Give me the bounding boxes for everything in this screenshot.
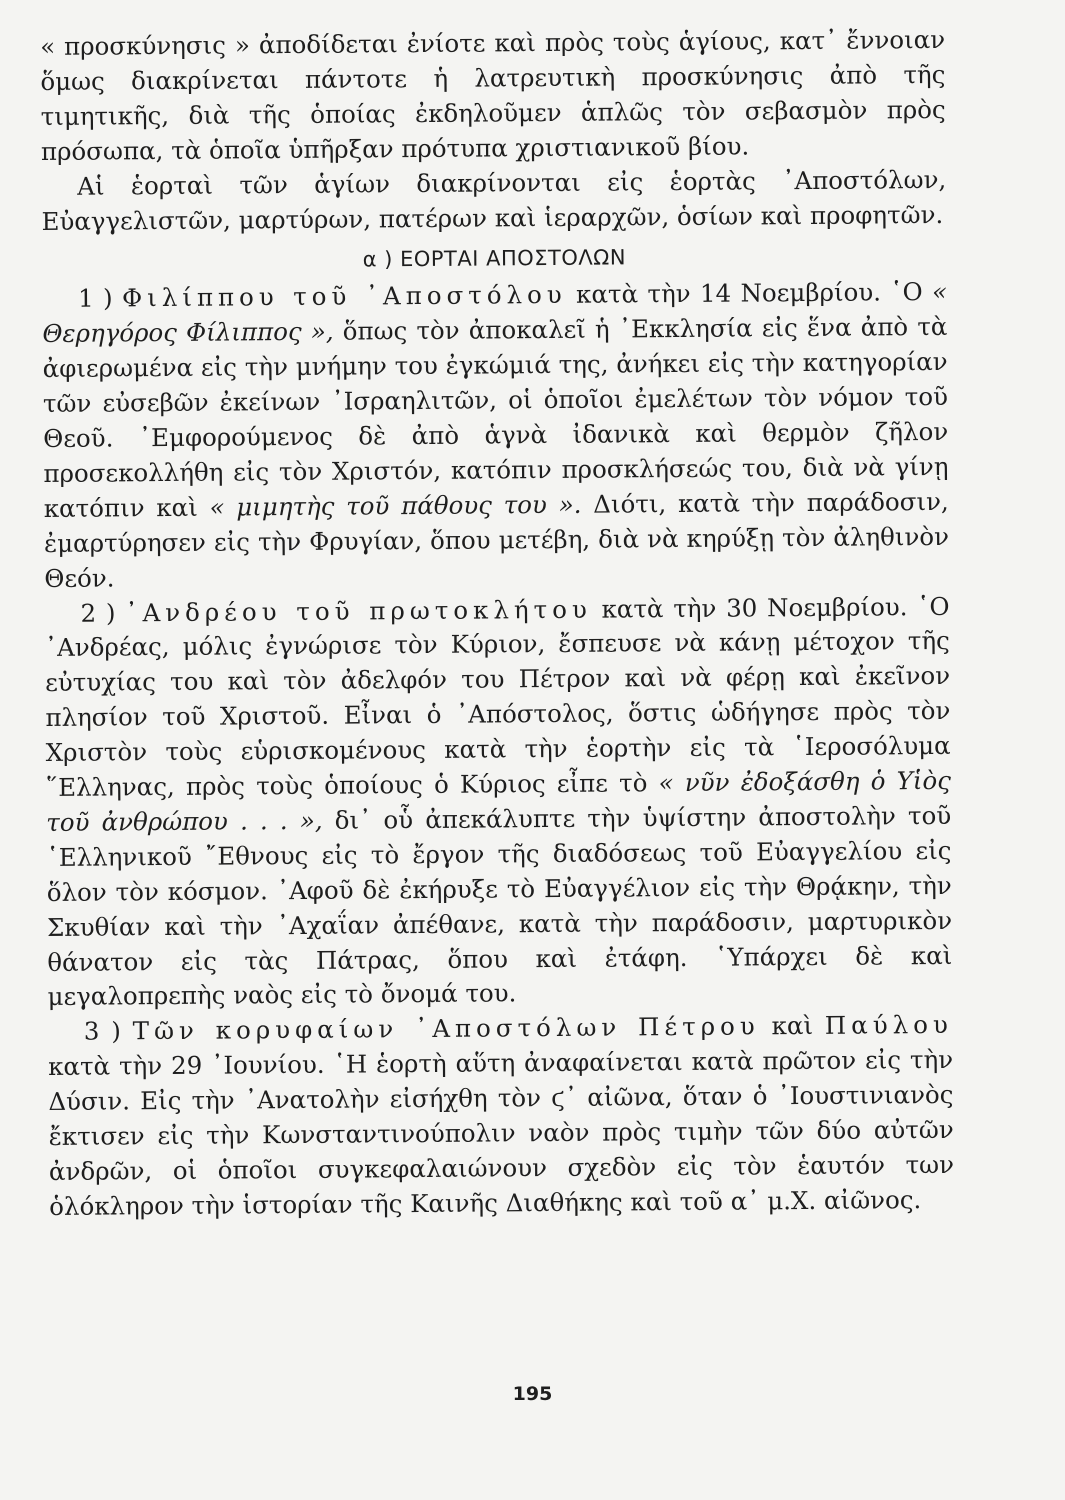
item-text: κατὰ τὴν 29 ᾽Ιουνίου. ῾Η ἑορτὴ αὕτη ἀναφαίνεται κατὰ πρῶτον εἰς τὴν Δύσιν. Εἰς τὴν ᾽Ανατολὴν εἰσήχθη τὸν ϛ᾽ αἰῶνα, ὅταν ὁ ᾽Ιουστινιανὸς ἔκτισεν εἰς τὴν Κωνσταντινούπολιν ναὸν πρὸς τιμὴν τῶν δύο αὐτῶν ἀνδρῶν, οἱ ὁποῖοι συγκεφαλαιώνουν σχεδὸν εἰς τὸν ἑαυτόν των ὁλόκληρον τὴν ἱστορίαν τῆς Καινῆς Διαθήκης καὶ τοῦ α᾽ μ.Χ. αἰῶνος. (48, 1045, 955, 1221)
item-quote: « νῦν ἐδοξάσθη ὁ Υἱὸς τοῦ ἀνθρώπου . . . », (46, 765, 952, 837)
item-title-conjunction: καὶ (771, 1011, 814, 1041)
item-title: Φιλίππου τοῦ ᾽Αποστόλου (121, 280, 567, 313)
item-andrew (44, 589, 952, 1015)
feast-categories-paragraph (41, 163, 947, 240)
item-text: ῾Ο (890, 277, 923, 307)
item-number: 1 ) (77, 283, 113, 314)
item-title: ᾽Ανδρέου τοῦ πρωτοκλήτου (125, 594, 592, 627)
item-date: κατὰ τὴν 30 Νοεμβρίου. (601, 591, 908, 624)
item-text: ῾Ο ᾽Ανδρέας, μόλις ἐγνώρισε τὸν Κύριον, ἔσπευσε νὰ κάνῃ μέτοχον τῆς εὐτυχίας του καὶ τὸν ἀδελφόν του Πέτρον καὶ νὰ φέρῃ καὶ ἐκεῖνον πλησίον τοῦ Χριστοῦ. Εἶναι ὁ ᾽Απόστολος, ὅστις ὡδήγησε πρὸς τὸν Χριστὸν τοὺς εὑρισκομένους κατὰ τὴν ἑορτὴν εἰς τὰ ῾Ιεροσόλυμα ῞Ελληνας, πρὸς τοὺς ὁποίους ὁ Κύριος εἶπε τὸ (44, 591, 951, 803)
intro-paragraph (40, 23, 946, 170)
item-text: δι᾽ οὗ ἀπεκάλυπτε τὴν ὑψίστην ἀποστολὴν τοῦ ῾Ελληνικοῦ ῎Εθνους εἰς τὸ ἔργον τῆς διαδόσεως τοῦ Εὐαγγελίου εἰς ὅλον τὸν κόσμον. ᾽Αφοῦ δὲ ἐκήρυξε τὸ Εὐαγγέλιον εἰς τὴν Θρᾴκην, τὴν Σκυθίαν καὶ τὴν ᾽Αχαΐαν ἀπέθανε, κατὰ τὴν παράδοσιν, μαρτυρικὸν θάνατον εἰς τὰς Πάτρας, ὅπου καὶ ἐτάφη. ῾Υπάρχει δὲ καὶ μεγαλοπρεπὴς ναὸς εἰς τὸ ὄνομά του. (46, 800, 953, 1012)
body-text (40, 23, 954, 1225)
item-title: Παύλου (824, 1010, 953, 1041)
item-number: 3 ) (83, 1016, 121, 1047)
item-text: Διότι, κατὰ τὴν παράδοσιν, ἐμαρτύρησεν εἰς τὴν Φρυγίαν, ὅπου μετέβη, διὰ νὰ κηρύξῃ τὸν ἀληθινὸν Θεόν. (43, 486, 950, 593)
item-number: 2 ) (80, 597, 116, 628)
section-heading: α ) ΕΟΡΤΑΙ ΑΠΟΣΤΟΛΩΝ (362, 245, 627, 272)
item-quote: « Θερηγόρος Φίλιππος », (42, 277, 948, 349)
item-peter-paul (48, 1008, 955, 1225)
item-text: ὅπως τὸν ἀποκαλεῖ ἡ ᾽Εκκλησία εἰς ἕνα ἀπὸ τὰ ἀφιερωμένα εἰς τὴν μνήμην του ἐγκώμιά της, ἀνήκει εἰς τὴν κατηγορίαν τῶν εὐσεβῶν ἐκείνων ᾽Ισραηλιτῶν, οἱ ὁποῖοι ἐμελέτων τὸν νόμον τοῦ Θεοῦ. ᾽Εμφορούμενος δὲ ἀπὸ ἁγνὰ ἰδανικὰ καὶ θερμὸν ζῆλον προσεκολλήθη εἰς τὸν Χριστόν, κατόπιν προσκλήσεώς του, διὰ νὰ γίνῃ κατόπιν καὶ (42, 312, 949, 523)
page-number: 195 (512, 1383, 553, 1405)
intro-text: « προσκύνησις » ἀποδίδεται ἐνίοτε καὶ πρὸς τοὺς ἁγίους, κατ᾽ ἔννοιαν ὅμως διακρίνεται πάντοτε ἡ λατρευτικὴ προσκύνησις ἀπὸ τῆς τιμητικῆς, διὰ τῆς ὁποίας ἐκδηλοῦμεν ἁπλῶς τὸν σεβασμὸν πρὸς πρόσωπα, τὰ ὁποῖα ὑπῆρξαν πρότυπα χριστιανικοῦ βίου. (40, 24, 946, 166)
item-philip (42, 275, 949, 596)
item-title: Τῶν κορυφαίων ᾽Αποστόλων Πέτρου (132, 1011, 760, 1046)
item-quote: « μιμητὴς τοῦ πάθους του ». (209, 489, 582, 522)
item-date: κατὰ τὴν 14 Νοεμβρίου. (575, 277, 882, 310)
categories-text: Αἱ ἑορταὶ τῶν ἁγίων διακρίνονται εἰς ἑορτὰς ᾽Αποστόλων, Εὐαγγελιστῶν, μαρτύρων, πατέρων καὶ ἱεραρχῶν, ὁσίων καὶ προφητῶν. (41, 164, 947, 236)
